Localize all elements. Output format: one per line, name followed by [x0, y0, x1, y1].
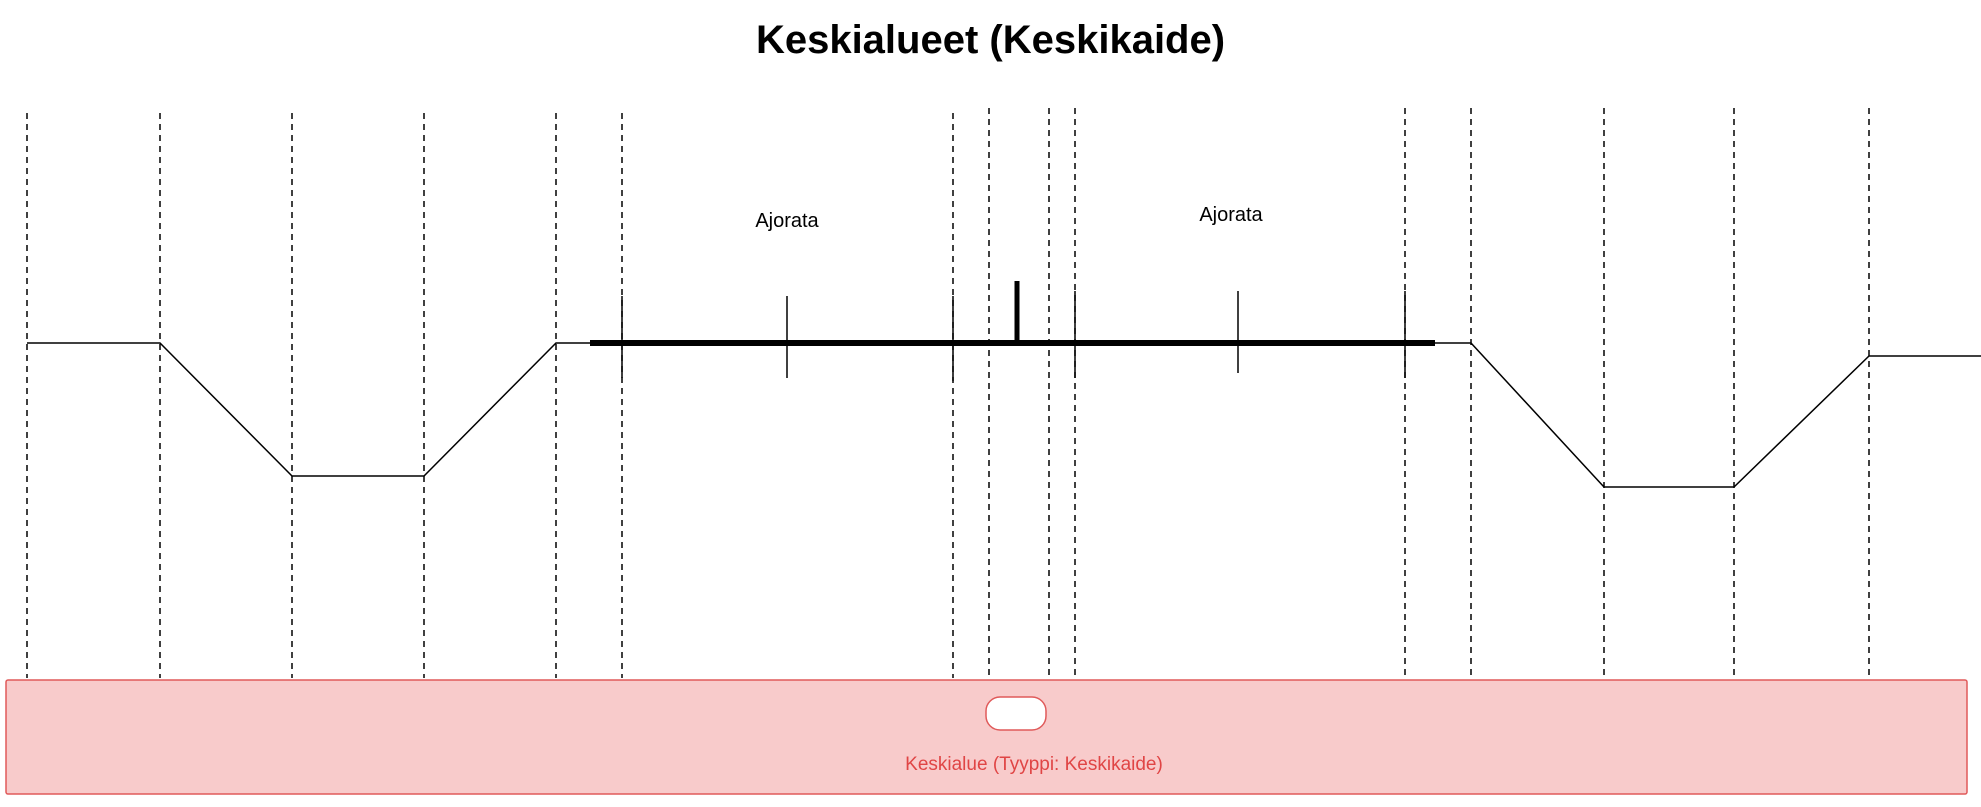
lane-label-left: Ajorata: [755, 210, 819, 232]
left-ditch-profile: [27, 343, 590, 476]
lane-ticks: [622, 291, 1405, 381]
section-guides: [27, 108, 1869, 678]
lane-label-right: Ajorata: [1199, 204, 1263, 226]
diagram-title: Keskialueet (Keskikaide): [755, 18, 1226, 62]
right-ditch-profile: [1435, 343, 1981, 487]
median-barrier-symbol: [986, 697, 1046, 730]
median-area-box: [6, 680, 1967, 794]
median-area-label: Keskialue (Tyyppi: Keskikaide): [905, 754, 1163, 775]
median-area-panel: [6, 680, 1967, 794]
